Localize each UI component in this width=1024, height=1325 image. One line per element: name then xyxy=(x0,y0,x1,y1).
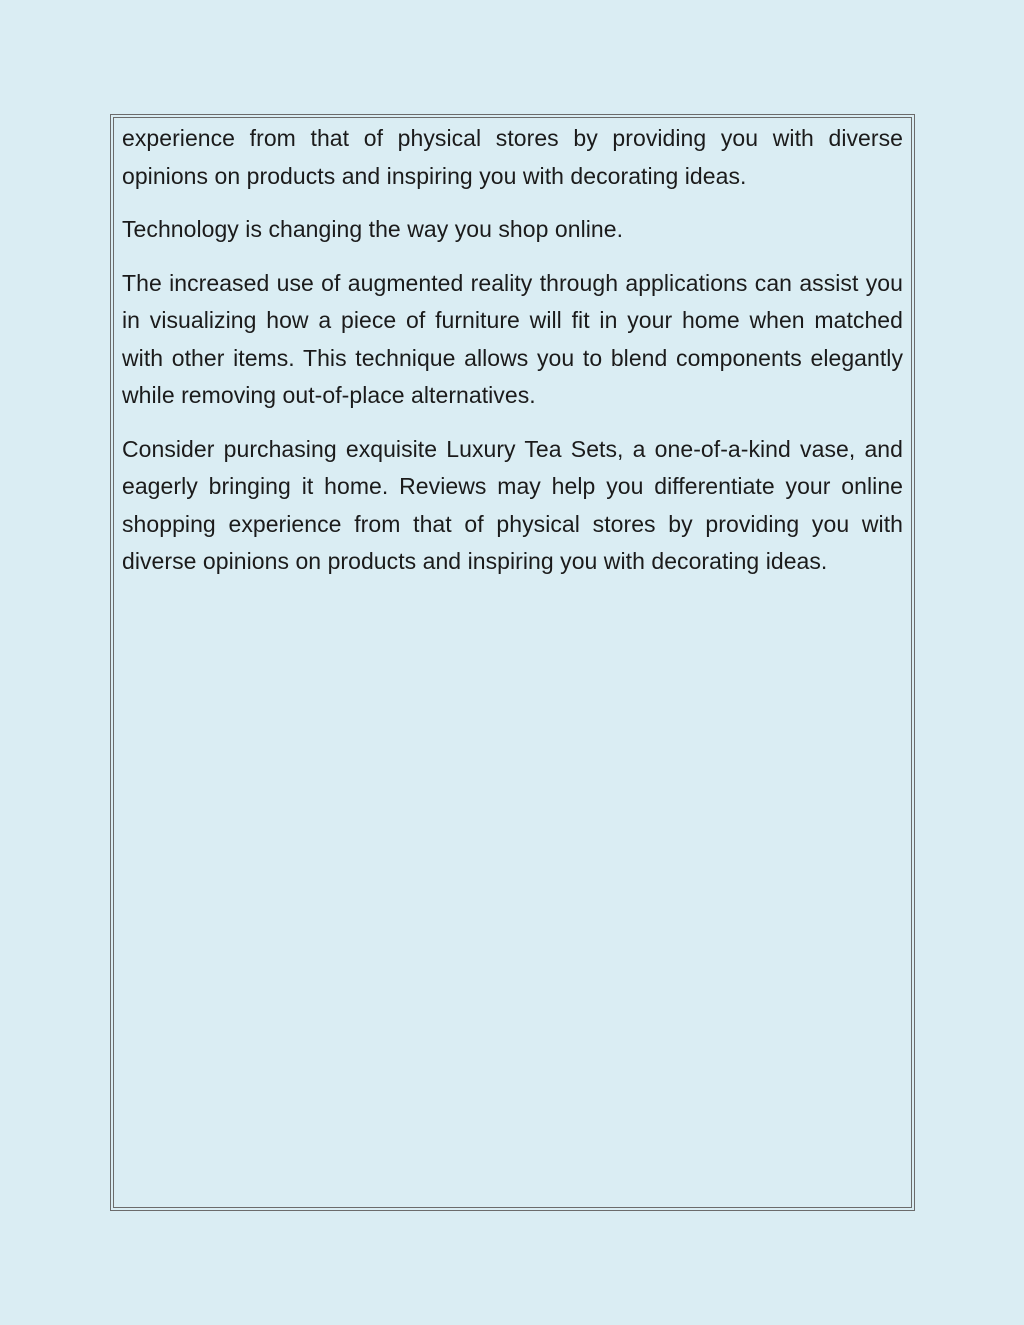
page-border-frame xyxy=(110,114,915,1211)
paragraph-technology: Technology is changing the way you shop online. xyxy=(122,216,624,242)
paragraph-augmented-reality: The increased use of augmented reality through applications can assist you in visualizing how a piece of furniture will fit in your home when matched with other items. This technique allows you to blend components elegantly while removing out-of-place alternatives. xyxy=(122,269,903,408)
document-content xyxy=(113,117,912,1208)
paragraph-luxury-tea-sets: Consider purchasing exquisite Luxury Tea Sets, a one-of-a-kind vase, and eagerly bringing it home. Reviews may help you differentiate your online shopping experience from that of physical stores by providing you with diverse opinions on products and inspiring you with decorating ideas. xyxy=(122,435,903,574)
paragraph-continuation: experience from that of physical stores by providing you with diverse opinions on products and inspiring you with decorating ideas. xyxy=(122,125,903,189)
